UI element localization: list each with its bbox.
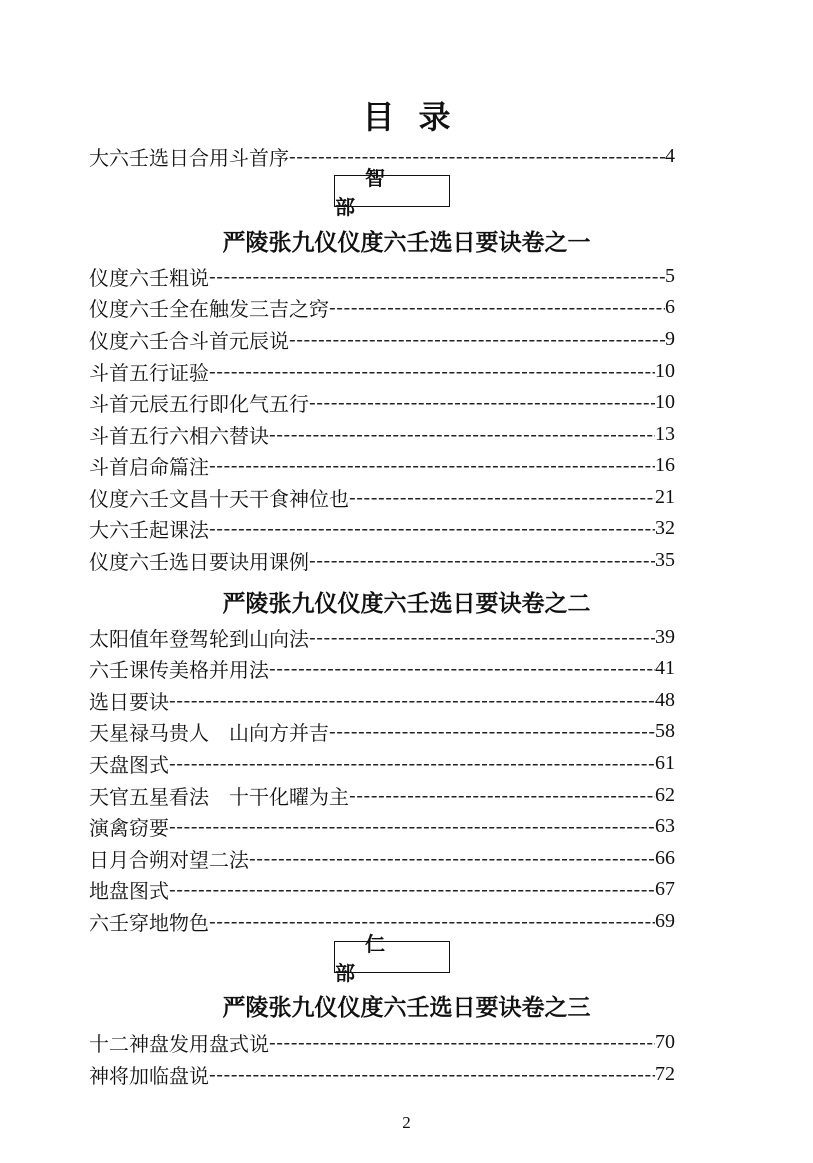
leader-dots — [329, 295, 665, 319]
toc-entry[interactable] — [89, 482, 675, 512]
toc-entry-title: 六壬穿地物色 — [89, 910, 209, 935]
toc-entry-title: 天盘图式 — [89, 752, 169, 777]
toc-entry-page: 58 — [655, 719, 675, 742]
leader-dots — [309, 625, 655, 649]
toc-entry-page: 61 — [655, 751, 675, 774]
toc-entry[interactable] — [89, 1059, 675, 1089]
toc-entry-title: 天星禄马贵人 山向方并吉 — [89, 720, 329, 745]
toc-entry-title: 斗首元辰五行即化气五行 — [89, 391, 309, 416]
toc-entry-page: 66 — [655, 846, 675, 869]
toc-entry[interactable] — [89, 874, 675, 904]
toc-entry-title: 仪度六壬文昌十天干食神位也 — [89, 486, 349, 511]
leader-dots — [289, 327, 665, 351]
toc-entry[interactable] — [89, 324, 675, 354]
toc-entry-page: 62 — [655, 783, 675, 806]
page-number: 2 — [402, 1113, 411, 1132]
leader-dots — [209, 516, 655, 540]
toc-entry[interactable] — [89, 545, 675, 575]
toc-entry-title: 太阳值年登驾轮到山向法 — [89, 626, 309, 651]
toc-entry[interactable] — [89, 356, 675, 386]
toc-entry-page: 39 — [655, 625, 675, 648]
toc-entry[interactable] — [89, 419, 675, 449]
toc-entry-page: 5 — [665, 264, 675, 287]
toc-entry-page: 6 — [665, 295, 675, 318]
toc-entry-page: 10 — [655, 359, 675, 382]
toc-entry-page: 70 — [655, 1030, 675, 1053]
toc-entry[interactable] — [89, 780, 675, 810]
toc-entry-title: 日月合朔对望二法 — [89, 847, 249, 872]
toc-entry[interactable] — [89, 685, 675, 715]
toc-entry[interactable] — [89, 261, 675, 291]
toc-entry[interactable] — [89, 811, 675, 841]
toc-entry-title: 仪度六壬全在触发三吉之窍 — [89, 296, 329, 321]
leader-dots — [349, 783, 655, 807]
toc-entry-page: 67 — [655, 877, 675, 900]
toc-entry[interactable] — [89, 716, 675, 746]
leader-dots — [169, 814, 655, 838]
toc-entry[interactable] — [89, 1027, 675, 1057]
part-label-ren: 仁部 — [334, 941, 450, 973]
toc-entry-title: 仪度六壬粗说 — [89, 265, 209, 290]
leader-dots — [269, 1030, 655, 1054]
toc-entry[interactable] — [89, 450, 675, 480]
toc-entry-title: 选日要诀 — [89, 689, 169, 714]
toc-entry[interactable] — [89, 513, 675, 543]
leader-dots — [209, 453, 655, 477]
leader-dots — [309, 548, 655, 572]
toc-entry-title: 十二神盘发用盘式说 — [89, 1031, 269, 1056]
toc-entry-title: 演禽窃要 — [89, 815, 169, 840]
toc-entry-title: 斗首五行证验 — [89, 360, 209, 385]
toc-entry[interactable] — [89, 622, 675, 652]
toc-entry-page: 32 — [655, 516, 675, 539]
leader-dots — [249, 846, 655, 870]
leader-dots — [169, 751, 655, 775]
toc-entry-page: 21 — [655, 485, 675, 508]
leader-dots — [329, 719, 655, 743]
toc-entry-page: 41 — [655, 656, 675, 679]
toc-entry-page: 35 — [655, 548, 675, 571]
toc-entry-title: 神将加临盘说 — [89, 1063, 209, 1088]
toc-entry-page: 10 — [655, 390, 675, 413]
volume-heading-1: 严陵张九仪仪度六壬选日要诀卷之一 — [222, 230, 591, 256]
leader-dots — [209, 1062, 655, 1086]
leader-dots — [169, 877, 655, 901]
toc-entry-page: 16 — [655, 453, 675, 476]
leader-dots — [269, 656, 655, 680]
toc-entry-title: 仪度六壬选日要诀用课例 — [89, 549, 309, 574]
toc-entry-page: 9 — [665, 327, 675, 350]
page-title: 目录 — [362, 98, 475, 136]
volume-heading-3: 严陵张九仪仪度六壬选日要诀卷之三 — [222, 995, 591, 1021]
toc-entry[interactable] — [89, 748, 675, 778]
leader-dots — [269, 422, 655, 446]
toc-entry-title: 天官五星看法 十干化曜为主 — [89, 784, 349, 809]
toc-entry-title: 大六壬起课法 — [89, 517, 209, 542]
toc-entry-title: 斗首五行六相六替诀 — [89, 423, 269, 448]
leader-dots — [209, 359, 655, 383]
toc-entry-title: 六壬课传美格并用法 — [89, 657, 269, 682]
toc-entry-page: 63 — [655, 814, 675, 837]
toc-entry[interactable] — [89, 292, 675, 322]
leader-dots — [209, 264, 665, 288]
toc-entry-title: 地盘图式 — [89, 878, 169, 903]
toc-entry-page: 72 — [655, 1062, 675, 1085]
toc-entry-title: 斗首启命篇注 — [89, 454, 209, 479]
volume-heading-2: 严陵张九仪仪度六壬选日要诀卷之二 — [222, 591, 591, 617]
toc-entry-title: 大六壬选日合用斗首序 — [89, 145, 289, 170]
toc-entry-page: 4 — [665, 144, 675, 167]
toc-entry-title: 仪度六壬合斗首元辰说 — [89, 328, 289, 353]
toc-entry-page: 13 — [655, 422, 675, 445]
toc-entry[interactable] — [89, 653, 675, 683]
part-label-zhi: 智部 — [334, 175, 450, 207]
leader-dots — [349, 485, 655, 509]
toc-entry[interactable] — [89, 843, 675, 873]
toc-entry[interactable] — [89, 387, 675, 417]
leader-dots — [169, 688, 655, 712]
leader-dots — [309, 390, 655, 414]
toc-entry-page: 48 — [655, 688, 675, 711]
toc-entry-page: 69 — [655, 909, 675, 932]
